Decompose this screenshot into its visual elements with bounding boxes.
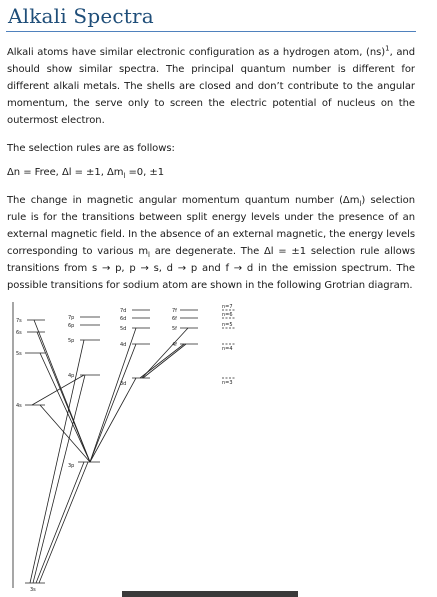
intro-text-b: , and should show similar spectra. The principal quantum number is different for different alkali metals. The shells are closed and don’t contribute to the angular momentum, the serve only to screen the electric potential of nucleus on the outermost electron. xyxy=(7,47,416,126)
page-title: Alkali Spectra xyxy=(8,4,154,28)
label-n3: n=3 xyxy=(222,380,233,386)
transition-3d-3p xyxy=(90,378,136,462)
rules-text-a: Δn = Free, Δl = ±1, Δm xyxy=(7,167,124,178)
title-underline xyxy=(6,31,416,32)
label-4f: 4f xyxy=(172,342,177,348)
transition-5p-3s xyxy=(30,340,84,583)
label-7p: 7p xyxy=(68,315,75,321)
label-6d: 6d xyxy=(120,316,127,322)
intro-superscript: 1 xyxy=(385,44,390,53)
label-4p: 4p xyxy=(68,373,75,379)
rules-subscript: l xyxy=(123,172,126,180)
label-3s: 3s xyxy=(30,587,36,591)
label-n5: n=5 xyxy=(222,322,233,328)
magnetic-text-c: are degenerate. The Δl = ±1 selection rule allows transitions from s → p, p → s, d → p and f → d in the emission spectrum. The possible transitions for sodium atom are shown in the following Grotrian diagram. xyxy=(7,246,415,291)
rules-text-b: =0, ±1 xyxy=(125,167,165,178)
transition-4f-3d-b xyxy=(143,344,186,378)
transition-5f-3d xyxy=(142,328,188,378)
transition-5s-3p xyxy=(40,353,90,462)
label-7f: 7f xyxy=(172,308,177,314)
label-5d: 5d xyxy=(120,326,127,332)
paragraph-selection-rules xyxy=(7,164,415,181)
label-6s: 6s xyxy=(16,330,22,336)
label-3d: 3d xyxy=(120,381,127,387)
magnetic-text-b: ) selection rule is for the transitions between split energy levels under the presence of an external magnetic field. In the absence of an external magnetic, the energy levels corresponding to various m xyxy=(7,195,415,257)
transition-4d-3p xyxy=(90,344,136,462)
transition-5d-3p xyxy=(90,328,136,462)
label-n7: n=7 xyxy=(222,304,233,310)
transition-6s-3p xyxy=(37,332,90,462)
label-4d: 4d xyxy=(120,342,127,348)
label-n6: n=6 xyxy=(222,312,233,318)
label-5p: 5p xyxy=(68,338,75,344)
label-7d: 7d xyxy=(120,308,127,314)
intro-text-a: Alkali atoms have similar electronic configuration as a hydrogen atom, (ns) xyxy=(7,47,386,58)
transition-4p-4s xyxy=(32,375,84,405)
paragraph-magnetic xyxy=(7,192,415,294)
label-5f: 5f xyxy=(172,326,177,332)
magnetic-text-a: The change in magnetic angular momentum quantum number (Δm xyxy=(7,195,360,206)
label-6p: 6p xyxy=(68,323,75,329)
transition-3p-3s-b xyxy=(39,462,88,583)
grotrian-diagram xyxy=(0,298,437,591)
label-5s: 5s xyxy=(16,351,22,357)
label-6f: 6f xyxy=(172,316,177,322)
paragraph-intro xyxy=(7,44,415,129)
magnetic-subscript-1: l xyxy=(359,200,362,208)
viewer-scrollbar[interactable] xyxy=(122,591,298,597)
magnetic-subscript-2: l xyxy=(148,251,150,259)
label-n4: n=4 xyxy=(222,346,233,352)
paragraph-selection-rules-intro: The selection rules are as follows: xyxy=(7,143,175,154)
label-4s: 4s xyxy=(16,403,22,409)
label-7s: 7s xyxy=(16,318,22,324)
label-3p: 3p xyxy=(68,463,75,469)
